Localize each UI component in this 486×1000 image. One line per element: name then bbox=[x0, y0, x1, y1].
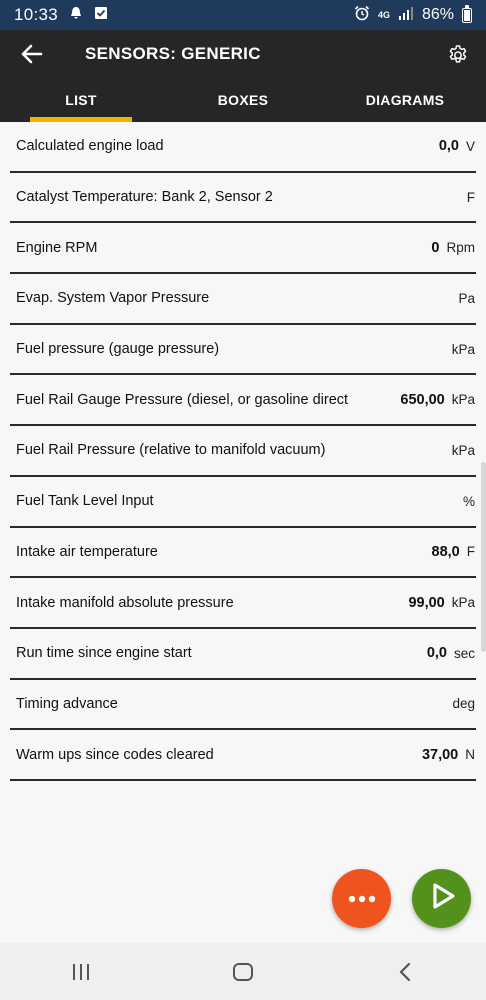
more-options-button[interactable] bbox=[332, 869, 391, 928]
sensor-list bbox=[0, 122, 486, 781]
sensor-value: 0,0 bbox=[426, 645, 447, 662]
sensor-value: 37,00 bbox=[421, 746, 459, 763]
sensor-unit: N bbox=[465, 747, 475, 763]
sensor-name: Timing advance bbox=[16, 695, 118, 712]
sensor-row[interactable] bbox=[10, 426, 476, 477]
battery-percent: 86% bbox=[421, 6, 454, 23]
play-icon bbox=[427, 881, 457, 916]
sensor-row[interactable] bbox=[10, 274, 476, 325]
notification-icon bbox=[68, 5, 84, 26]
sensor-value: 650,00 bbox=[400, 391, 445, 408]
battery-icon bbox=[462, 8, 472, 23]
sensor-name: Calculated engine load bbox=[16, 138, 164, 155]
sensor-row[interactable] bbox=[10, 680, 476, 731]
sensor-unit: F bbox=[466, 544, 475, 560]
sensor-name: Warm ups since codes cleared bbox=[16, 746, 214, 763]
sensor-unit: deg bbox=[452, 696, 475, 712]
sensor-name: Run time since engine start bbox=[16, 645, 192, 662]
sensor-value: 88,0 bbox=[431, 543, 460, 560]
sensor-row[interactable] bbox=[10, 528, 476, 579]
sensor-unit: V bbox=[465, 138, 475, 154]
more-dots-icon bbox=[348, 890, 376, 908]
sensor-row[interactable] bbox=[10, 375, 476, 426]
system-nav-bar bbox=[0, 943, 486, 1000]
alarm-icon bbox=[354, 5, 370, 26]
tab-bar bbox=[0, 78, 486, 122]
sensor-unit: kPa bbox=[451, 442, 475, 458]
home-icon[interactable] bbox=[213, 943, 273, 1000]
sensor-value: 0 bbox=[431, 239, 440, 256]
sensor-name: Intake manifold absolute pressure bbox=[16, 594, 234, 611]
sensor-name: Engine RPM bbox=[16, 239, 98, 256]
recent-apps-icon[interactable] bbox=[51, 943, 111, 1000]
scrollbar-thumb[interactable] bbox=[481, 462, 486, 652]
page-title: SENSORS: GENERIC bbox=[85, 44, 261, 63]
app-bar bbox=[0, 30, 486, 78]
sensor-row[interactable] bbox=[10, 173, 476, 224]
sensor-unit: kPa bbox=[451, 595, 475, 611]
sensor-value: 99,00 bbox=[408, 594, 445, 611]
sensor-value: 0,0 bbox=[438, 138, 459, 155]
sensor-unit: Pa bbox=[458, 290, 475, 306]
sensor-unit: % bbox=[462, 493, 475, 509]
sensor-name: Evap. System Vapor Pressure bbox=[16, 290, 210, 307]
sensor-name: Intake air temperature bbox=[16, 543, 158, 560]
tab-list[interactable]: LIST bbox=[0, 78, 162, 122]
sensor-unit: Rpm bbox=[446, 240, 475, 256]
network-type-label: 4G bbox=[377, 10, 390, 20]
status-time: 10:33 bbox=[14, 5, 59, 24]
sensor-row[interactable] bbox=[10, 578, 476, 629]
tab-diagrams[interactable]: DIAGRAMS bbox=[365, 92, 445, 108]
sensor-row[interactable] bbox=[10, 122, 476, 173]
sensor-row[interactable] bbox=[10, 629, 476, 680]
start-button[interactable] bbox=[412, 869, 471, 928]
sensor-row[interactable] bbox=[10, 223, 476, 274]
sensor-unit: kPa bbox=[451, 392, 475, 408]
back-arrow-icon[interactable] bbox=[0, 30, 64, 78]
sensor-name: Fuel Rail Pressure (relative to manifold vacuum) bbox=[16, 442, 326, 459]
sensor-name: Catalyst Temperature: Bank 2, Sensor 2 bbox=[16, 189, 273, 206]
sensor-row[interactable] bbox=[10, 477, 476, 528]
sensor-row[interactable] bbox=[10, 325, 476, 376]
checkbox-icon bbox=[94, 6, 108, 25]
sensor-name: Fuel pressure (gauge pressure) bbox=[16, 341, 220, 358]
sensor-name: Fuel Rail Gauge Pressure (diesel, or gasoline direct bbox=[16, 391, 349, 408]
sensor-row[interactable] bbox=[10, 730, 476, 781]
status-bar bbox=[0, 0, 486, 30]
sensor-name: Fuel Tank Level Input bbox=[16, 493, 154, 510]
gear-icon[interactable] bbox=[444, 40, 472, 68]
signal-icon bbox=[398, 6, 414, 25]
sensor-unit: sec bbox=[453, 645, 475, 661]
sensor-unit: kPa bbox=[451, 341, 475, 357]
sensor-unit: F bbox=[466, 189, 475, 205]
tab-boxes[interactable]: BOXES bbox=[217, 92, 269, 108]
back-icon[interactable] bbox=[375, 943, 435, 1000]
